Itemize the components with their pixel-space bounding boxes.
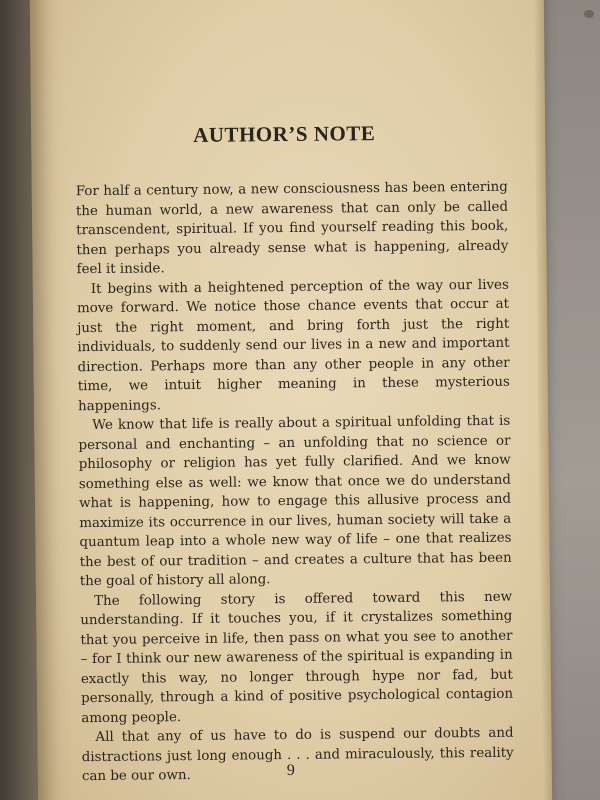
- table-mark: [584, 10, 594, 18]
- paragraph-2: It begins with a heightened perception of the way our lives move forward. We notice those chance events that occur at just the right moment, and bring forth just the right individuals, to suddenly send our lives in a new and important direction. Perhaps more than any other people in any other time, we intuit higher meaning in these mysterious happenings.: [76, 277, 510, 414]
- page-number: 9: [286, 761, 295, 780]
- paragraph-4: The following story is offered toward this new understanding. If it touches you, if it crystalizes something that you perceive in life, then pass on what you see to another – for I think our new awareness of the spiritual is expanding in exactly this way, no longer through hype nor fad, but personally, through a kind of positive psychological contagion among people.: [80, 589, 514, 726]
- note-body: [76, 178, 514, 787]
- book-page: [30, 0, 545, 800]
- paragraph-5: All that any of us have to do is suspend our doubts and distractions just long enough . . . and miraculously, this reality can be our own.: [81, 725, 514, 785]
- paragraph-1: For half a century now, a new consciousness has been entering the human world, a new awareness that can only be called transcendent, spiritual. If you find yourself reading this book, then perhaps you already sense what is happening, already feel it inside.: [75, 179, 509, 278]
- page-title: AUTHOR’S NOTE: [193, 121, 376, 147]
- paragraph-3: We know that life is really about a spiritual unfolding that is personal and enchanting – an unfolding that no science or philosophy or religion has yet fully clarified. And we know something else as well: we know that once we do understand what is happening, how to engage this allusive process and maximize its occurrence in our lives, human society will take a quantum leap into a whole new way of life – one that realizes the best of our tradition – and creates a culture that has been the goal of history all along.: [78, 413, 512, 590]
